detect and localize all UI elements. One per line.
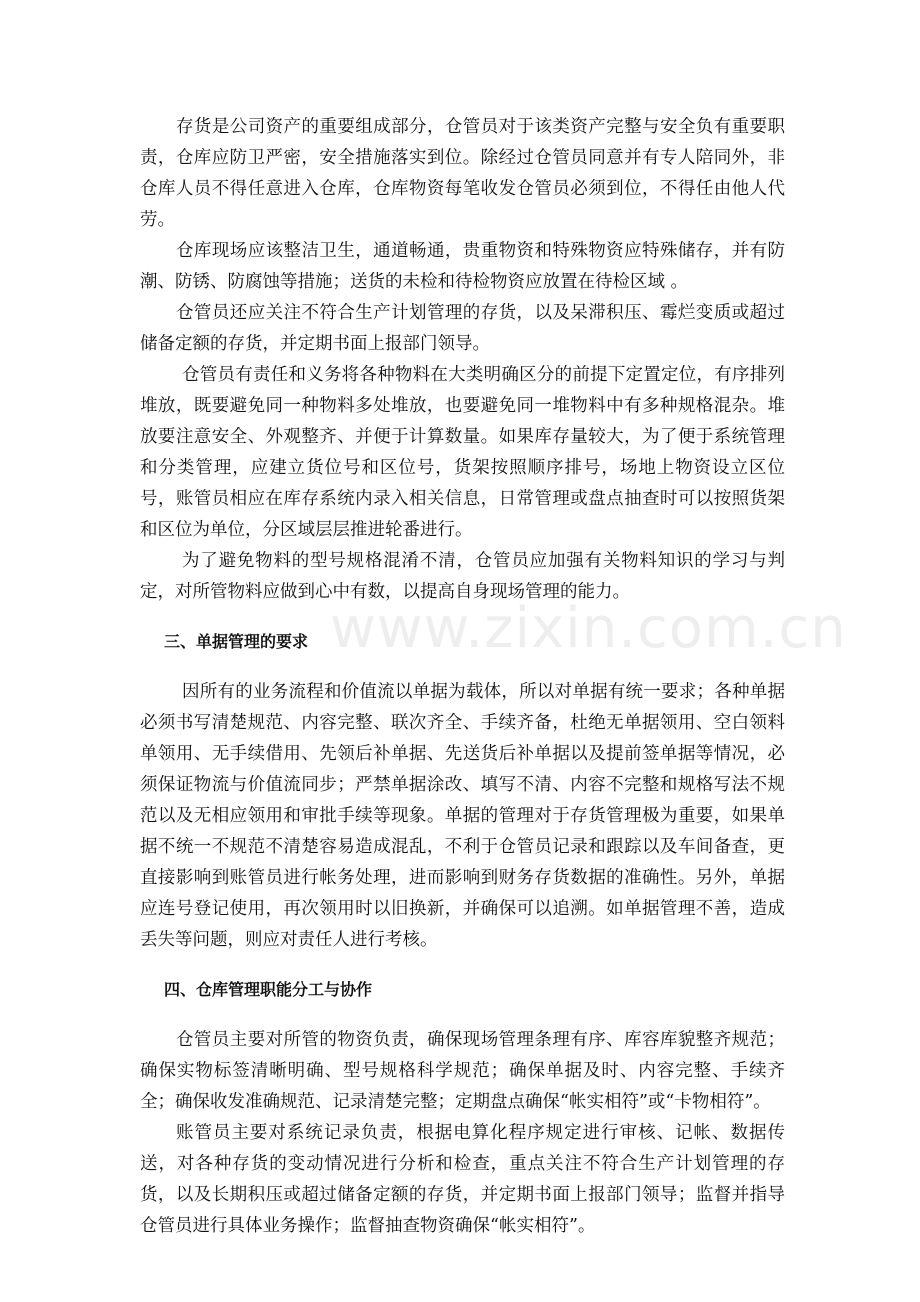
paragraph-document-requirements: 因所有的业务流程和价值流以单据为载体，所以对单据有统一要求；各种单据必须书写清楚规范、内容完整、联次齐全、手续齐备，杜绝无单据领用、空白领料单领用、无手续借用、先领后补单据、先送货后补单据以及提前签单据等情况，必须保证物流与价值流同步；严禁单据涂改、填写不清、内容不完整和规格写法不规范以及无相应领用和审批手续等现象。单据的管理对于存货管理极为重要，如果单据不统一不规范不清楚容易造成混乱，不利于仓管员记录和跟踪以及车间备查，更直接影响到账管员进行帐务处理，进而影响到财务存货数据的准确性。另外，单据应连号登记使用，再次领用时以旧换新，并确保可以追溯。如单据管理不善，造成丢失等问题，则应对责任人进行考核。 [140,682,785,950]
paragraph-nonconforming-stock: 仓管员还应关注不符合生产计划管理的存货，以及呆滞积压、霉烂变质或超过储备定额的存货，并定期书面上报部门领导。 [140,303,785,354]
section-heading-division-of-labor: 四、仓库管理职能分工与协作 [164,980,373,999]
paragraph-material-knowledge: 为了避免物料的型号规格混淆不清，仓管员应加强有关物料知识的学习与判定，对所管物料应做到心中有数，以提高自身现场管理的能力。 [140,551,785,602]
paragraph-site-hygiene: 仓库现场应该整洁卫生，通道畅通，贵重物资和特殊物资应特殊储存，并有防潮、防锈、防腐蚀等措施；送货的未检和待检物资应放置在待检区域 。 [140,241,785,292]
document-body [140,112,785,1242]
paragraph-inventory-security: 存货是公司资产的重要组成部分，仓管员对于该类资产完整与安全负有重要职责，仓库应防卫严密，安全措施落实到位。除经过仓管员同意并有专人陪同外，非仓库人员不得任意进入仓库，仓库物资每笔收发仓管员必须到位，不得任由他人代劳。 [140,117,785,230]
watermark: www.zixin.com.cn [330,596,847,661]
section-heading-documents: 三、单据管理的要求 [164,632,309,651]
paragraph-warehouse-keeper-duties: 仓管员主要对所管的物资负责，确保现场管理条理有序、库容库貌整齐规范；确保实物标签清晰明确、型号规格科学规范；确保单据及时、内容完整、手续齐全；确保收发准确规范、记录清楚完整；定期盘点确保“帐实相符”或“卡物相符”。 [140,1030,785,1112]
paragraph-storage-location: 仓管员有责任和义务将各种物料在大类明确区分的前提下定置定位，有序排列堆放，既要避免同一种物料多处堆放，也要避免同一堆物料中有多种规格混杂。堆放要注意安全、外观整齐、并便于计算数量。如果库存量较大，为了便于系统管理和分类管理，应建立货位号和区位号，货架按照顺序排号，场地上物资设立区位号，账管员相应在库存系统内录入相关信息，日常管理或盘点抽查时可以按照货架和区位为单位，分区域层层推进轮番进行。 [140,365,785,540]
paragraph-account-keeper-duties: 账管员主要对系统记录负责，根据电算化程序规定进行审核、记帐、数据传送，对各种存货的变动情况进行分析和检查，重点关注不符合生产计划管理的存货，以及长期积压或超过储备定额的存货，并定期书面上报部门领导；监督并指导仓管员进行具体业务操作；监督抽查物资确保“帐实相符”。 [140,1123,785,1236]
